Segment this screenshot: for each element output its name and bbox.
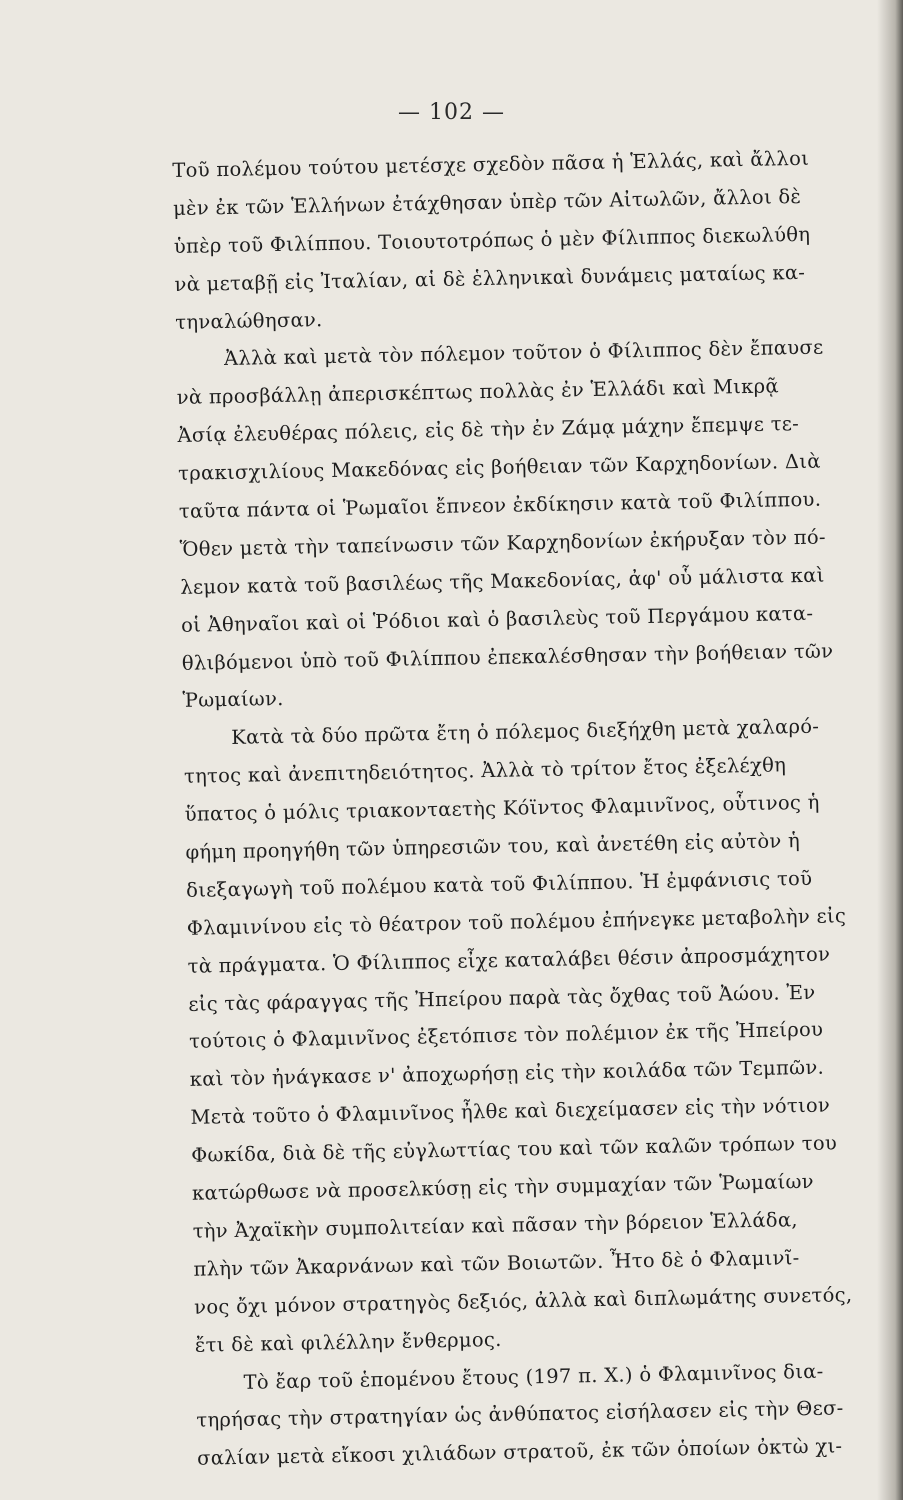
body-text [172, 138, 903, 1478]
text-line: θλιβόμενοι ὑπὸ τοῦ Φιλίππου ἐπεκαλέσθησαν τὴν βοήθειαν τῶν [181, 638, 834, 675]
text-line: σαλίαν μετὰ εἴκοσι χιλιάδων στρατοῦ, ἐκ τῶν ὁποίων ὀκτὼ χι- [196, 1434, 843, 1471]
text-line: Φωκίδα, διὰ δὲ τῆς εὐγλωττίας του καὶ τῶν καλῶν τρόπων του [191, 1131, 838, 1167]
text-line: ταῦτα πάντα οἱ Ῥωμαῖοι ἔπνεον ἐκδίκησιν κατὰ τοῦ Φιλίππου. [178, 487, 822, 523]
text-line: νὰ προσβάλλῃ ἀπερισκέπτως πολλὰς ἐν Ἑλλάδι καὶ Μικρᾷ [176, 374, 780, 410]
text-line: τητος καὶ ἀνεπιτηδειότητος. Ἀλλὰ τὸ τρίτον ἔτος ἐξελέχθη [183, 753, 787, 789]
text-line: ὕπατος ὁ μόλις τριακονταετὴς Κόϊντος Φλαμινῖνος, οὗτινος ἡ [184, 790, 820, 827]
text-line: τὴν Ἀχαϊκὴν συμπολιτείαν καὶ πᾶσαν τὴν βόρειον Ἑλλάδα, [192, 1208, 799, 1243]
text-line: καὶ τὸν ἠνάγκασε ν' ἀποχωρήσῃ εἰς τὴν κοιλάδα τῶν Τεμπῶν. [189, 1056, 825, 1092]
page-number: — 102 — [398, 100, 505, 125]
text-line: φήμη προηγήθη τῶν ὑπηρεσιῶν του, καὶ ἀνετέθη εἰς αὐτὸν ἡ [185, 829, 801, 864]
text-line: Φλαμινίνου εἰς τὸ θέατρον τοῦ πολέμου ἐπήνεγκε μεταβολὴν εἰς [186, 904, 847, 940]
text-line: τρακισχιλίους Μακεδόνας εἰς βοήθειαν τῶν Καρχηδονίων. Διὰ [177, 449, 821, 486]
text-line: τηναλώθησαν. [175, 307, 323, 334]
text-line: κατώρθωσε νὰ προσελκύσῃ εἰς τὴν συμμαχίαν τῶν Ῥωμαίων [191, 1169, 815, 1205]
text-line: οἱ Ἀθηναῖοι καὶ οἱ Ῥόδιοι καὶ ὁ βασιλεὺς τοῦ Περγάμου κατα- [180, 601, 814, 637]
text-line: νος ὄχι μόνον στρατηγὸς δεξιός, ἀλλὰ καὶ διπλωμάτης συνετός, [193, 1282, 853, 1319]
text-line: Ὅθεν μετὰ τὴν ταπείνωσιν τῶν Καρχηδονίων ἐκήρυξαν τὸν πό- [179, 525, 826, 561]
text-line: Μετὰ τοῦτο ὁ Φλαμινῖνος ἦλθε καὶ διεχείμασεν εἰς τὴν νότιον [190, 1093, 831, 1130]
text-line: τηρήσας τὴν στρατηγίαν ὡς ἀνθύπατος εἰσήλασεν εἰς τὴν Θεσ- [196, 1396, 844, 1433]
text-line: Ἀσίᾳ ἐλευθέρας πόλεις, εἰς δὲ τὴν ἐν Ζάμᾳ μάχην ἔπεμψε τε- [177, 412, 800, 448]
text-line: Τοῦ πολέμου τούτου μετέσχε σχεδὸν πᾶσα ἡ Ἑλλάς, καὶ ἄλλοι [172, 146, 810, 182]
text-line: Κατὰ τὰ δύο πρῶτα ἔτη ὁ πόλεμος διεξήχθη μετὰ χαλαρό- [231, 715, 820, 750]
text-line: τούτοις ὁ Φλαμινῖνος ἐξετόπισε τὸν πολέμιον ἐκ τῆς Ἠπείρου [188, 1018, 824, 1054]
text-line: νὰ μεταβῇ εἰς Ἰταλίαν, αἱ δὲ ἑλληνικαὶ δυνάμεις ματαίως κα- [174, 260, 806, 296]
text-line: μὲν ἐκ τῶν Ἑλλήνων ἐτάχθησαν ὑπὲρ τῶν Αἰτωλῶν, ἄλλοι δὲ [172, 184, 802, 220]
text-line: λεμον κατὰ τοῦ βασιλέως τῆς Μακεδονίας, ἀφ' οὗ μάλιστα καὶ [180, 563, 825, 599]
text-line: Ἀλλὰ καὶ μετὰ τὸν πόλεμον τοῦτον ὁ Φίλιππος δὲν ἔπαυσε [223, 335, 824, 371]
text-line: τὰ πράγματα. Ὁ Φίλιππος εἶχε καταλάβει θέσιν ἀπροσμάχητον [187, 942, 831, 978]
text-line: ἔτι δὲ καὶ φιλέλλην ἔνθερμος. [194, 1327, 502, 1357]
text-line: Τὸ ἔαρ τοῦ ἑπομένου ἔτους (197 π. Χ.) ὁ Φλαμινῖνος δια- [243, 1359, 824, 1394]
text-line: Ῥωμαίων. [182, 687, 284, 713]
text-line: εἰς τὰς φάραγγας τῆς Ἠπείρου παρὰ τὰς ὄχθας τοῦ Ἀώου. Ἐν [188, 980, 816, 1016]
page-edge-shadow [877, 0, 903, 1500]
text-line: διεξαγωγὴ τοῦ πολέμου κατὰ τοῦ Φιλίππου. Ἡ ἐμφάνισις τοῦ [185, 866, 813, 902]
text-line: πλὴν τῶν Ἀκαρνάνων καὶ τῶν Βοιωτῶν. Ἦτο δὲ ὁ Φλαμινῖ- [193, 1245, 800, 1281]
text-line: ὑπὲρ τοῦ Φιλίππου. Τοιουτοτρόπως ὁ μὲν Φίλιππος διεκωλύθη [173, 222, 811, 258]
